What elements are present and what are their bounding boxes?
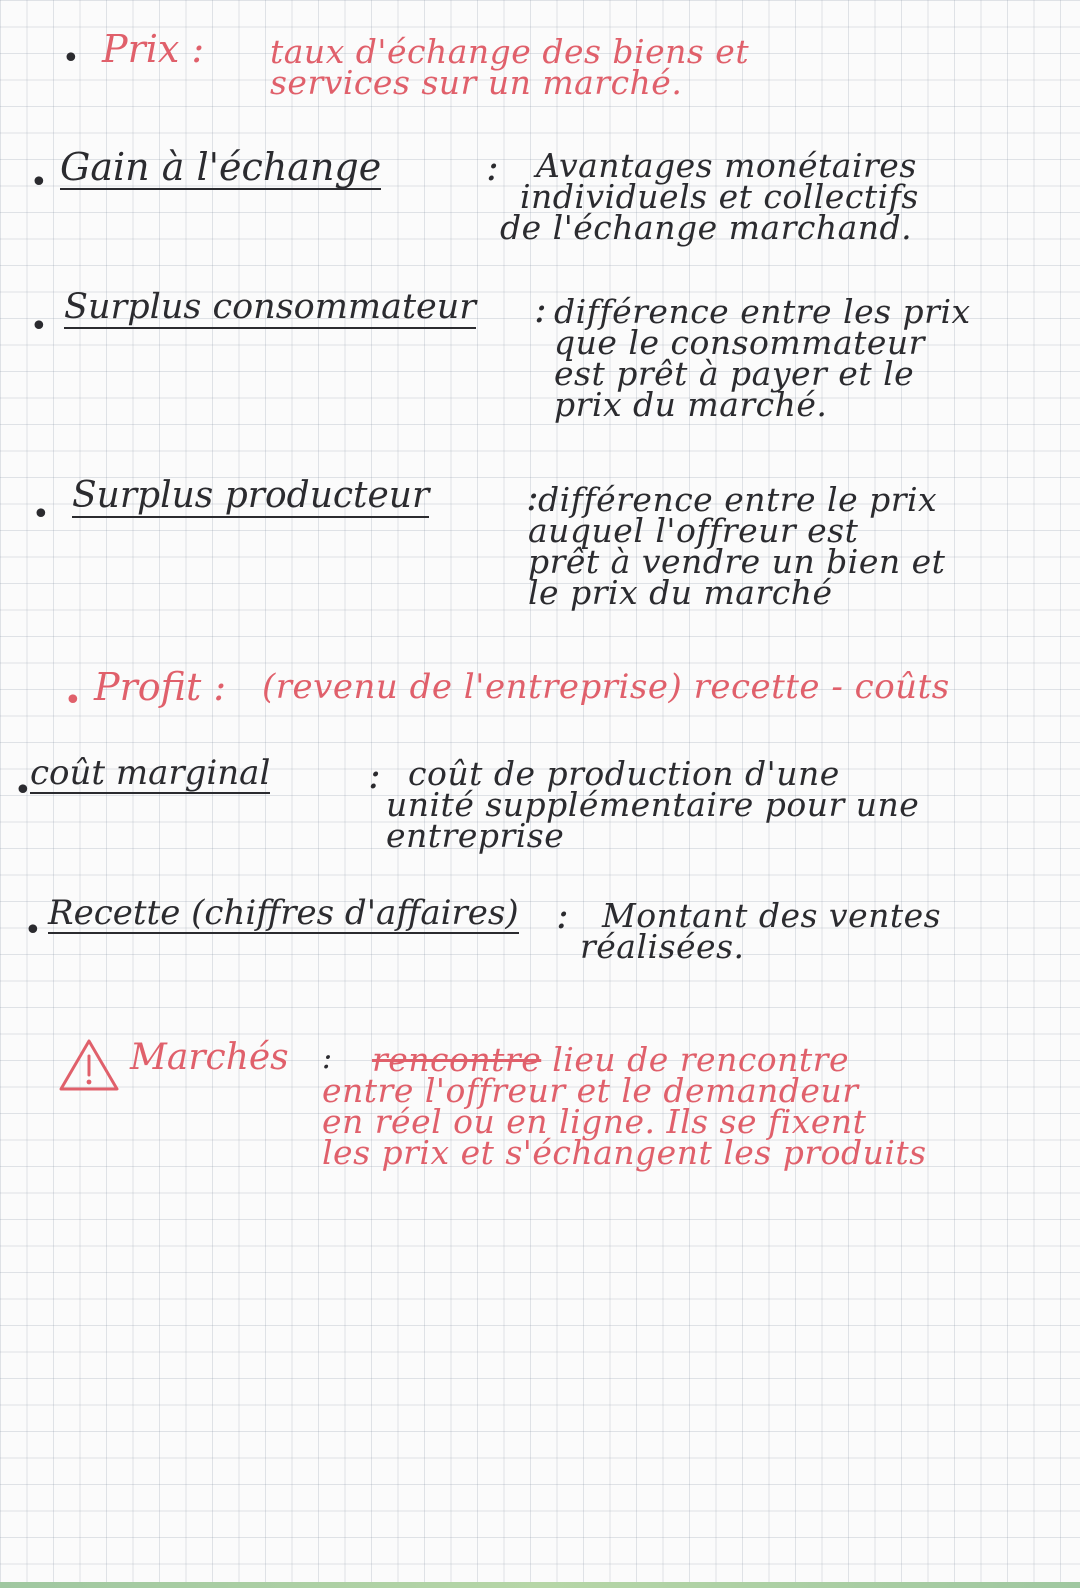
term-colon: : <box>191 27 205 71</box>
definition-line: est prêt à payer et le <box>554 354 915 393</box>
term-profit: Profit <box>94 665 202 709</box>
definition-line: (revenu de l'entreprise) recette - coûts <box>262 667 950 707</box>
definition-line: services sur un marché. <box>270 63 683 102</box>
warning-triangle-icon <box>58 1038 120 1092</box>
term-cout-marginal: coût marginal <box>30 753 271 793</box>
term-colon: : <box>213 665 227 709</box>
page-bottom-edge <box>0 1582 1080 1588</box>
definition-line: entreprise <box>386 816 565 855</box>
bullet-dot-icon: • <box>32 497 50 532</box>
definition-line: différence entre le prix <box>538 480 938 519</box>
term-colon: : <box>526 475 539 519</box>
term-colon: : <box>556 893 569 937</box>
bullet-dot-icon: • <box>14 773 32 808</box>
definition-line: entre l'offreur et le demandeur <box>322 1071 859 1110</box>
bullet-dot-icon: • <box>24 913 42 948</box>
definition-line: de l'échange marchand. <box>500 208 913 247</box>
term-gain-a-l-echange: Gain à l'échange <box>60 145 382 189</box>
definition-line: les prix et s'échangent les produits <box>322 1133 927 1172</box>
term-prix: Prix <box>102 27 180 71</box>
term-surplus-consommateur: Surplus consommateur <box>64 287 477 327</box>
term-colon: : <box>534 287 547 331</box>
definition-line: différence entre les prix <box>554 292 971 331</box>
definition-line: en réel ou en ligne. Ils se fixent <box>322 1102 867 1141</box>
definition-line: Montant des ventes <box>602 896 942 935</box>
bullet-dot-icon: • <box>30 165 48 200</box>
term-colon: : <box>368 753 381 797</box>
definition-line: prix du marché. <box>554 385 828 424</box>
definition-line: taux d'échange des biens et <box>270 32 750 71</box>
term-marches: Marchés <box>130 1037 289 1078</box>
definition-line: auquel l'offreur est <box>528 511 859 550</box>
definition-line: que le consommateur <box>554 323 925 362</box>
definition-line: prêt à vendre un bien et <box>528 542 946 581</box>
definition-line: lieu de rencontre <box>552 1040 849 1079</box>
bullet-dot-icon: • <box>64 683 82 718</box>
definition-line: unité supplémentaire pour une <box>386 785 920 824</box>
term-colon: : <box>486 145 499 189</box>
term-recette: Recette (chiffres d'affaires) <box>48 893 519 933</box>
definition-line: coût de production d'une <box>408 754 840 793</box>
definition-line: le prix du marché <box>528 573 833 612</box>
term-surplus-producteur: Surplus producteur <box>72 475 430 516</box>
definition-line: Avantages monétaires <box>536 146 917 185</box>
definition-line: individuels et collectifs <box>520 177 919 216</box>
bullet-dot-icon: • <box>30 309 48 344</box>
bullet-dot-icon: • <box>62 41 80 76</box>
term-colon: : <box>322 1041 333 1076</box>
definition-line: réalisées. <box>580 927 745 966</box>
struck-word: rencontre <box>372 1040 542 1079</box>
